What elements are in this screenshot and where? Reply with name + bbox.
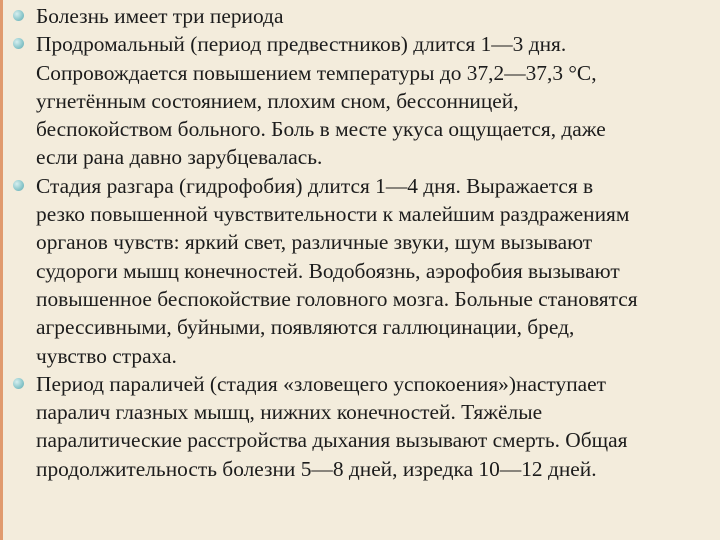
bullet-text: Болезнь имеет три периода — [36, 4, 284, 28]
round-bullet-icon — [13, 38, 24, 49]
bullet-item-periods-intro — [0, 2, 716, 30]
bullet-text: Стадия разгара (гидрофобия) длится 1—4 дня. Выражается в резко повышенной чувствительности к малейшим раздражениям органов чувств: яркий свет, различные звуки, шум вызывают судороги мышц конечностей. Водобоязнь, аэрофобия вызывают повышенное беспокойствие головного мозга. Больные становятся агрессивными, буйными, появляются галлюцинации, бред, чувство страха. — [36, 173, 638, 368]
bullet-item-excitation-stage — [0, 172, 716, 370]
bullet-text: Период параличей (стадия «зловещего успокоения»)наступает паралич глазных мышц, нижних конечностей. Тяжёлые паралитические расстройства дыхания вызывают смерть. Общая продолжительность болезни 5—8 дней, изредка 10—12 дней. — [36, 371, 628, 481]
round-bullet-icon — [13, 378, 24, 389]
bullet-item-prodromal-period — [0, 30, 716, 171]
bullet-text: Продромальный (период предвестников) длится 1—3 дня. Сопровождается повышением температуры до 37,2—37,3 °С, угнетённым состоянием, плохим сном, бессонницей, беспокойством больного. Боль в месте укуса ощущается, даже если рана давно зарубцевалась. — [36, 32, 606, 170]
bullet-item-paralysis-period — [0, 370, 716, 483]
bullet-list — [0, 2, 716, 483]
round-bullet-icon — [13, 10, 24, 21]
round-bullet-icon — [13, 180, 24, 191]
